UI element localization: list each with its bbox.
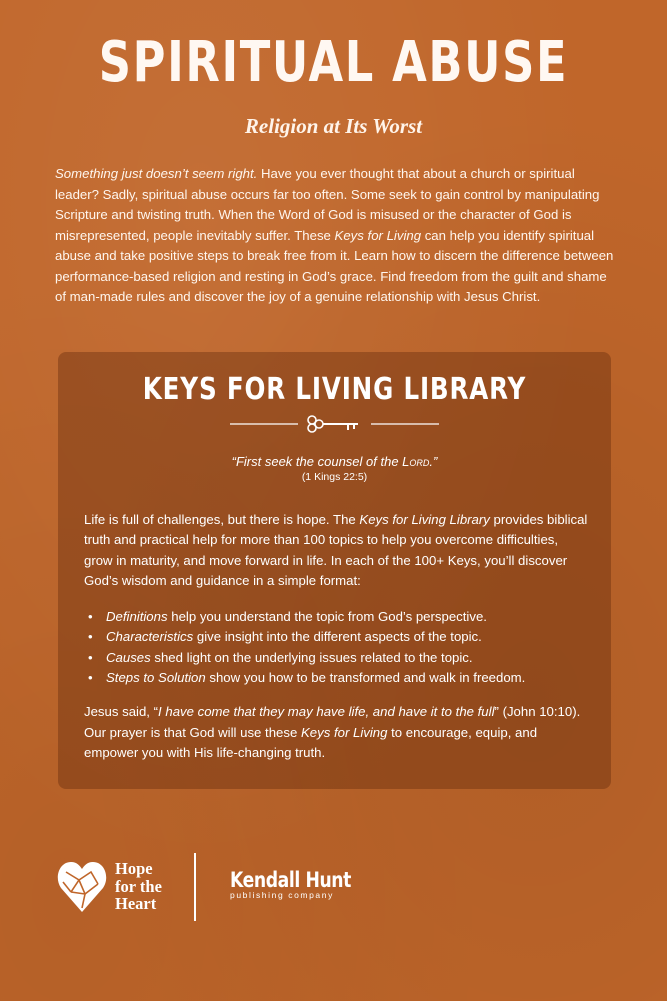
quote-end: .” (429, 454, 438, 469)
bullet-icon: • (88, 609, 93, 625)
intro-keys-italic: Keys for Living (334, 227, 422, 243)
hope-line-2: for the (115, 876, 162, 896)
bullet-text: help you understand the topic from God’s perspective. (167, 609, 487, 625)
list-item (84, 668, 589, 688)
closing-paragraph (84, 702, 589, 763)
key-divider (230, 412, 439, 436)
hope-text (115, 860, 162, 913)
closing-italic: Keys for Living (300, 724, 388, 740)
library-intro-paragraph (84, 510, 589, 591)
intro-text-2: can help you identify spiritual abuse and take positive steps to break free from it. Learn how to discern the difference between performance-based religion and resting in God’s grace. Find freedom from the guilt and shame of man-made rules and discover the joy of a genuine relationship with Jesus Christ. (55, 227, 614, 304)
library-title: KEYS FOR LIVING LIBRARY (142, 372, 527, 407)
bullet-text: give insight into the different aspects of the topic. (193, 629, 482, 645)
library-body (84, 510, 589, 763)
intro-text-1: Have you ever thought that about a church or spiritual leader? Sadly, spiritual abuse occurs far too often. Some seek to gain control by manipulating Scripture and twisting truth. When the Word of God is misused or the character of God is misrepresented, people inevitably suffer. These (55, 166, 600, 243)
bullet-term: Characteristics (106, 629, 194, 645)
list-item (84, 648, 589, 668)
closing-text-c: to encourage, equip, and empower you with His life-changing truth. (84, 724, 538, 760)
bullet-icon: • (88, 649, 93, 665)
feature-list (84, 607, 589, 688)
kendall-hunt-logo (230, 868, 370, 908)
para1-text-a: Life is full of challenges, but there is hope. The (84, 512, 360, 527)
heart-icon (57, 858, 107, 916)
closing-text-a: Jesus said, “ (84, 704, 159, 720)
page-title: SPIRITUAL ABUSE (98, 30, 569, 95)
hope-for-the-heart-logo (57, 858, 182, 918)
scripture-quote (58, 454, 611, 469)
kendall-hunt-name: Kendall Hunt (230, 868, 351, 892)
key-icon (308, 416, 358, 432)
para1-text-b: provides biblical truth and practical help for more than 100 topics to help you overcome difficulties, grow in maturity, and move forward in life. In each of the 100+ Keys, you’ll discover God’s wisdom and guidance in a simple format: (84, 512, 588, 588)
bullet-text: show you how to be transformed and walk in freedom. (205, 670, 526, 686)
hope-line-1: Hope (115, 859, 153, 878)
list-item (84, 607, 589, 627)
quote-start: “First seek the counsel of the (231, 454, 403, 469)
quote-reference: (1 Kings 22:5) (301, 471, 368, 483)
hope-line-3: Heart (115, 894, 157, 913)
bullet-term: Steps to Solution (106, 670, 206, 686)
intro-lead: Something just doesn’t seem right. (55, 166, 258, 181)
page-subtitle: Religion at Its Worst (244, 114, 423, 138)
bullet-text: shed light on the underlying issues related to the topic. (150, 649, 473, 665)
footer-divider (194, 853, 196, 921)
closing-quote: I have come that they may have life, and have it to the full (158, 704, 495, 720)
intro-paragraph (55, 164, 617, 308)
para1-italic: Keys for Living Library (359, 512, 490, 527)
kendall-hunt-sub: publishing company (230, 890, 334, 900)
list-item (84, 627, 589, 647)
bullet-icon: • (88, 670, 93, 686)
bullet-term: Causes (106, 649, 151, 665)
quote-lord: Lord (402, 454, 430, 469)
closing-text-b: ” (John 10:10). Our prayer is that God will use these (84, 704, 581, 740)
bullet-icon: • (88, 629, 93, 645)
keys-library-panel (58, 352, 611, 789)
bullet-term: Definitions (106, 609, 168, 625)
